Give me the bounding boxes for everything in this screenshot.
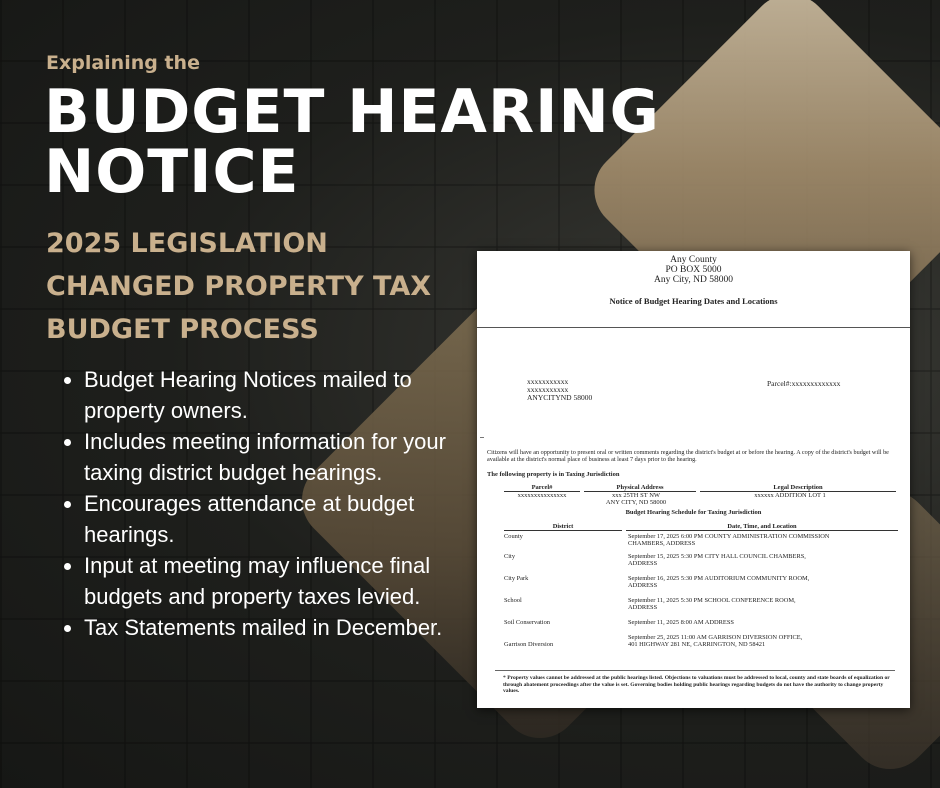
datetime-cell — [628, 634, 900, 648]
kicker-text: Explaining the — [46, 52, 200, 74]
schedule-row — [504, 597, 902, 611]
datetime-line: ADDRESS — [628, 582, 658, 589]
bullet-item: • Tax Statements mailed in December. — [84, 612, 464, 643]
divider — [495, 670, 895, 671]
district-cell: School — [504, 597, 522, 604]
datetime-line: September 11, 2025 8:00 AM ADDRESS — [628, 619, 734, 626]
schedule-row — [504, 533, 902, 547]
bullet-item: • Encourages attendance at budget hearings. — [84, 488, 464, 550]
column-header: Physical Address — [584, 484, 696, 492]
city-state: Any City, ND 58000 — [653, 275, 734, 285]
divider — [477, 327, 910, 328]
schedule-table-header — [504, 523, 902, 531]
subtitle — [46, 222, 466, 351]
column-header: Date, Time, and Location — [626, 523, 898, 531]
datetime-line: ADDRESS — [628, 560, 658, 567]
schedule-table — [504, 523, 902, 648]
column-header: Legal Description — [700, 484, 896, 492]
datetime-line: September 16, 2025 5:30 PM AUDITORIUM COMMUNITY ROOM, — [628, 575, 810, 582]
datetime-line: ADDRESS — [628, 604, 658, 611]
district-cell: Soil Conservation — [504, 619, 550, 626]
schedule-title: Budget Hearing Schedule for Taxing Jurisdiction — [625, 509, 762, 516]
datetime-line: September 25, 2025 11:00 AM GARRISON DIVERSION OFFICE, — [628, 634, 803, 641]
parcel-cell: xxxxxxxxxxxxxxx — [517, 492, 567, 499]
title-line: NOTICE — [44, 137, 300, 207]
datetime-cell — [628, 553, 900, 567]
datetime-cell — [628, 619, 900, 626]
po-box: PO BOX 5000 — [665, 265, 722, 275]
datetime-line: September 15, 2025 5:30 PM CITY HALL COUNCIL CHAMBERS, — [628, 553, 806, 560]
notice-document — [477, 251, 910, 708]
subtitle-line: 2025 LEGISLATION — [46, 228, 328, 259]
notice-title: Notice of Budget Hearing Dates and Locations — [609, 296, 778, 306]
column-header: Parcel# — [504, 484, 580, 492]
property-table-header — [504, 484, 900, 492]
subtitle-line: CHANGED PROPERTY TAX — [46, 271, 432, 302]
schedule-row — [504, 553, 902, 567]
district-cell: City Park — [504, 575, 529, 582]
schedule-row — [504, 619, 902, 626]
address-line: xxxxxxxxxxx — [527, 377, 569, 386]
datetime-cell — [628, 575, 900, 589]
district-cell: City — [504, 553, 516, 560]
subtitle-line: BUDGET PROCESS — [46, 314, 319, 345]
district-cell: County — [504, 533, 523, 540]
datetime-line: September 17, 2025 6:00 PM COUNTY ADMINISTRATION COMMISSION — [628, 533, 830, 540]
property-table-row — [504, 492, 900, 506]
legal-cell: xxxxxx ADDITION LOT 1 — [754, 492, 826, 499]
jurisdiction-heading: The following property is in Taxing Jurisdiction — [487, 471, 620, 478]
datetime-cell — [628, 533, 900, 547]
address-line: xxxxxxxxxxx — [527, 385, 569, 394]
address-line: ANY CITY, ND 58000 — [605, 499, 667, 506]
district-cell: Garrison Diversion — [504, 641, 554, 648]
property-table — [504, 484, 900, 506]
notice-header — [477, 251, 910, 285]
datetime-line: 401 HIGHWAY 281 NE, CARRINGTON, ND 58421 — [628, 641, 766, 648]
schedule-row — [504, 575, 902, 589]
bullet-item: • Includes meeting information for your taxing district budget hearings. — [84, 426, 464, 488]
schedule-row — [504, 634, 902, 648]
bullet-item: • Budget Hearing Notices mailed to property owners. — [84, 364, 464, 426]
address-line: xxx 25TH ST NW — [611, 492, 661, 499]
datetime-line: September 11, 2025 5:30 PM SCHOOL CONFERENCE ROOM, — [628, 597, 796, 604]
address-cell — [580, 492, 692, 506]
footnote: * Property values cannot be addressed at the public hearings listed. Objections to valuations must be addressed to local, county and state boards of equalization or through abatement proceedings after the value is set. Governing bodies holding public hearings regarding budgets do not have the authority to change property values. — [503, 675, 890, 694]
datetime-cell — [628, 597, 900, 611]
address-line: ANYCITYND 58000 — [527, 393, 593, 402]
citizens-paragraph: Citizens will have an opportunity to present oral or written comments regarding the district's budget at or before the hearing. A copy of the district's budget will be available at the district's normal place of business at least 7 days prior to the hearing. — [487, 449, 889, 463]
county-name: Any County — [670, 255, 717, 265]
parcel-number: Parcel#:xxxxxxxxxxxxx — [767, 379, 841, 388]
datetime-line: CHAMBERS, ADDRESS — [628, 540, 696, 547]
mailing-address — [527, 378, 592, 402]
bullet-item: • Input at meeting may influence final budgets and property taxes levied. — [84, 550, 464, 612]
main-title — [44, 77, 660, 207]
bullet-list — [58, 364, 464, 643]
column-header: District — [504, 523, 622, 531]
title-line: BUDGET HEARING — [44, 77, 660, 147]
divider — [480, 437, 484, 438]
